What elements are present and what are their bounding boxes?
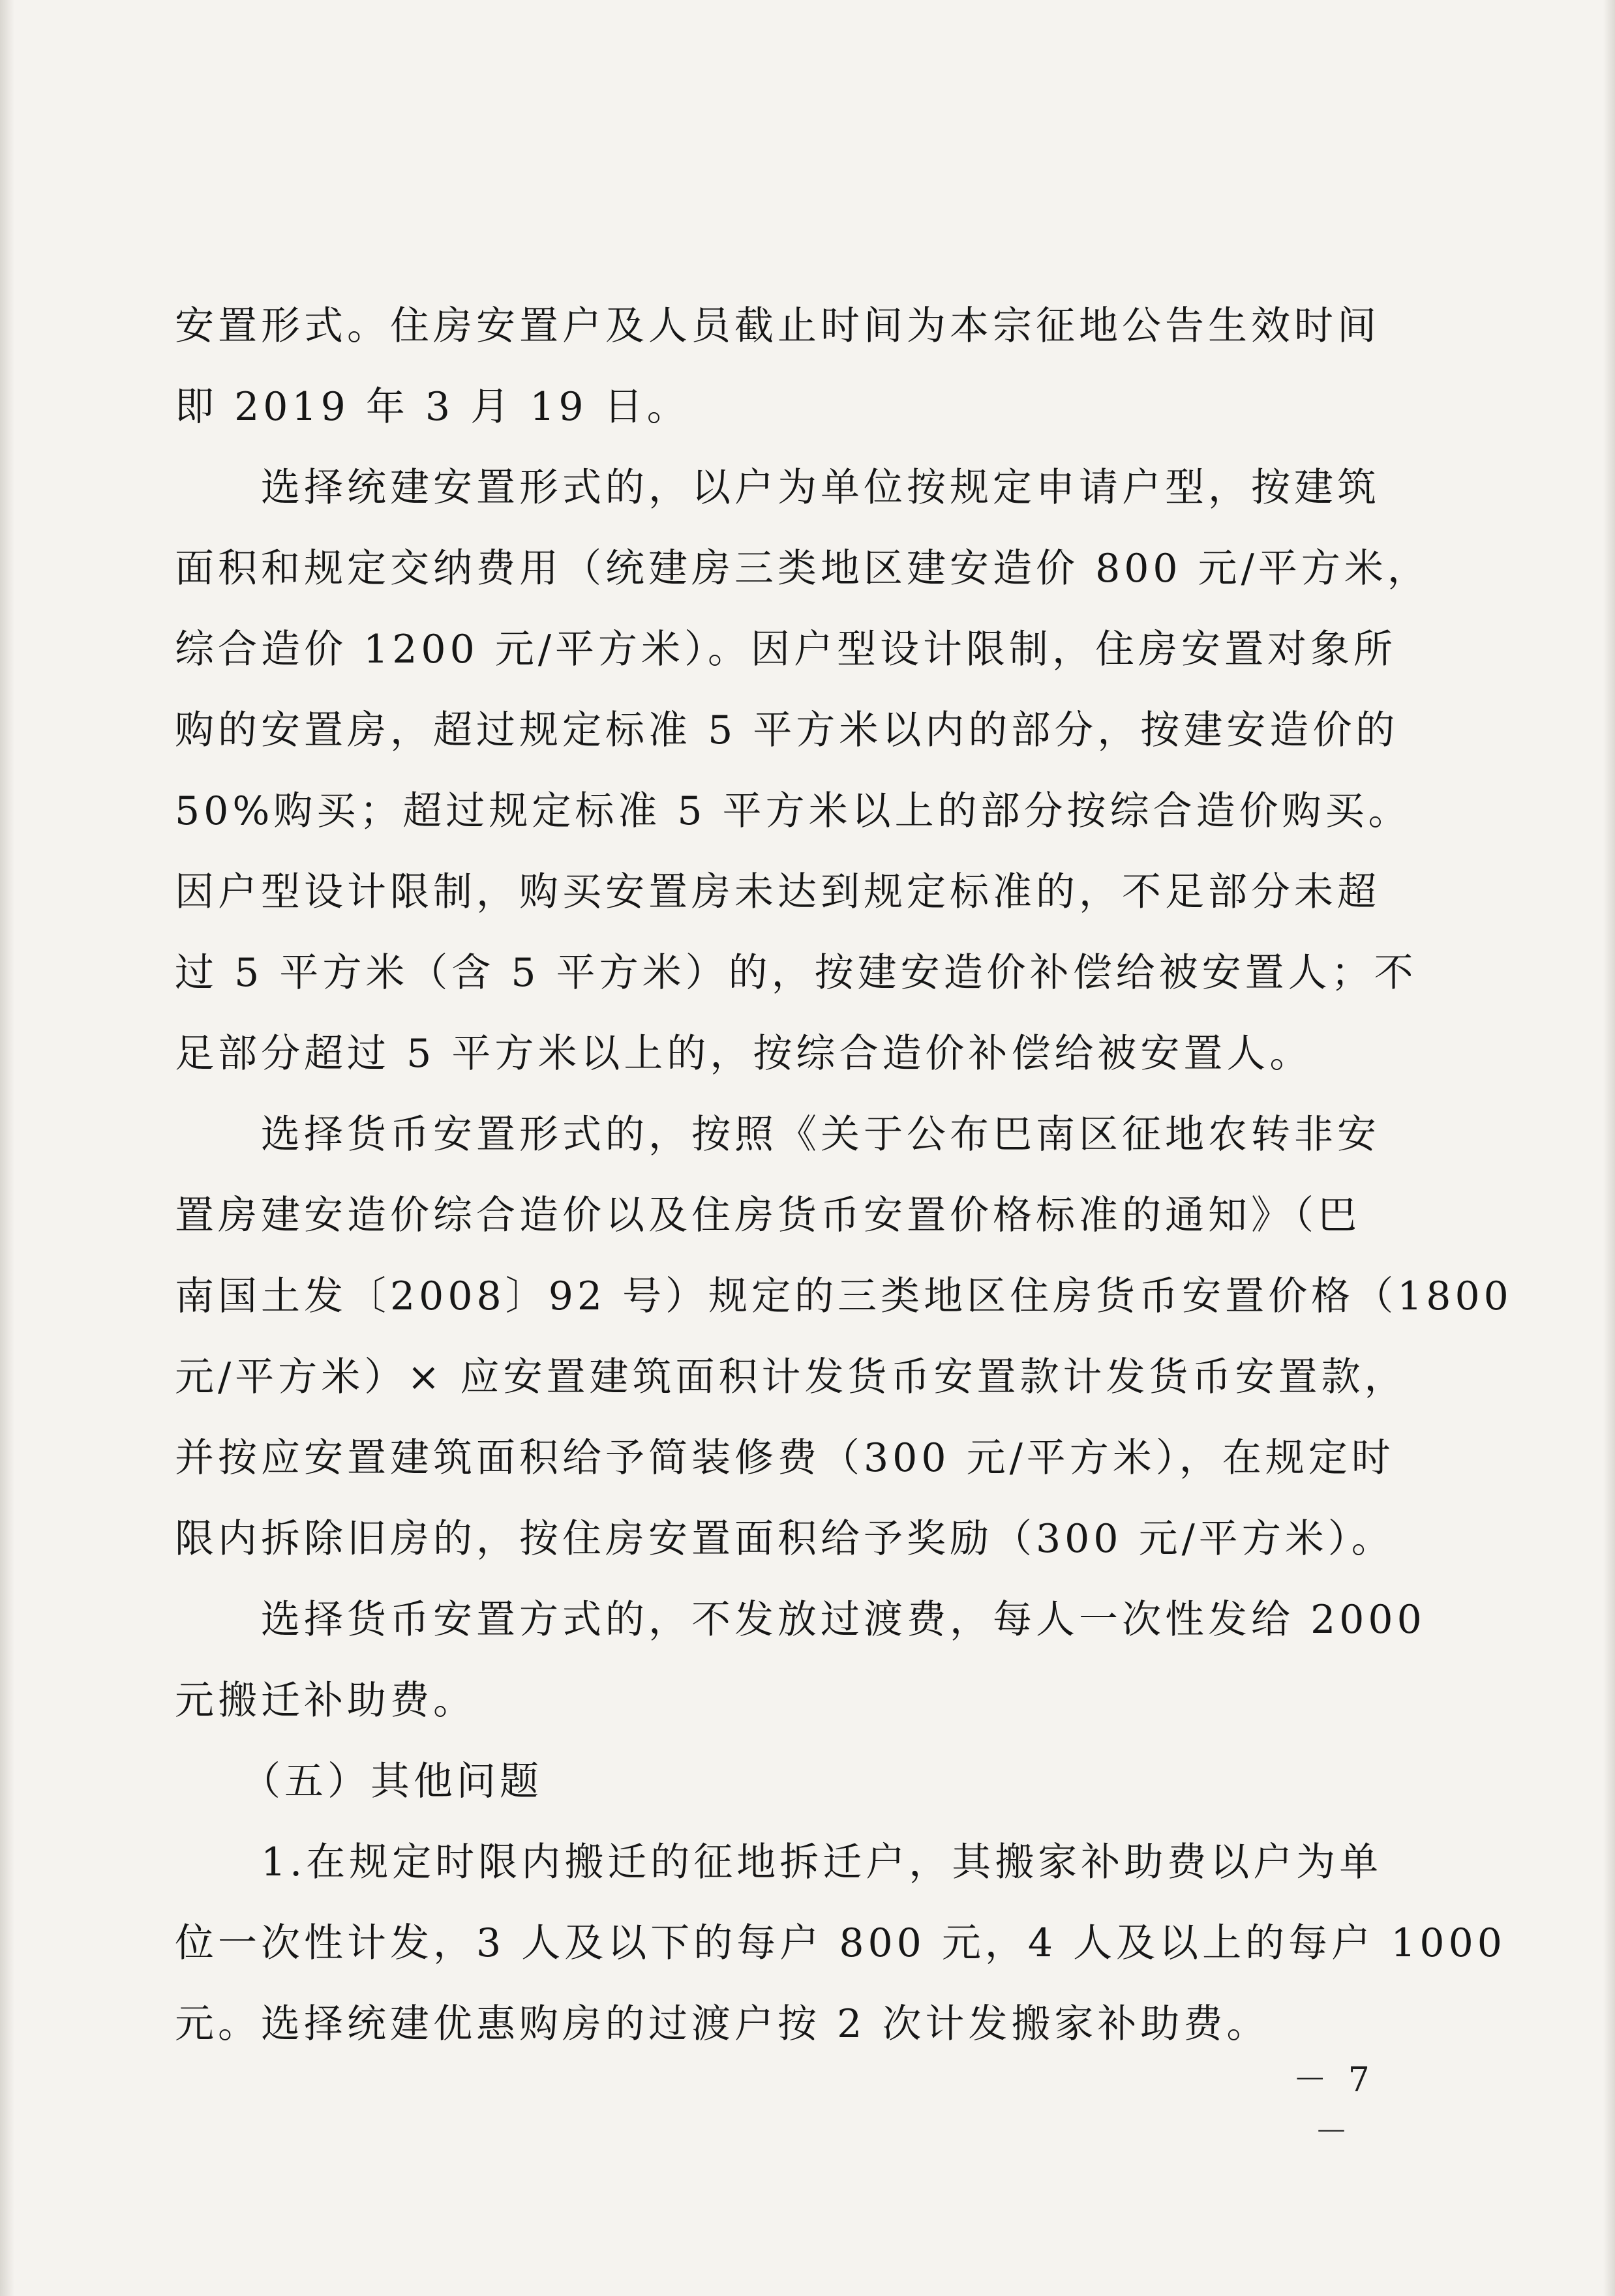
text-line: 面积和规定交纳费用（统建房三类地区建安造价 800 元/平方米， <box>175 546 1430 591</box>
text-line: 限内拆除旧房的，按住房安置面积给予奖励（300 元/平方米）。 <box>175 1516 1395 1562</box>
text-line: 置房建安造价综合造价以及住房货币安置价格标准的通知》（巴 <box>175 1193 1361 1238</box>
text-line: 位一次性计发，3 人及以下的每户 800 元，4 人及以上的每户 1000 <box>175 1920 1506 1966</box>
text-line: 综合造价 1200 元/平方米）。因户型设计限制，住房安置对象所 <box>175 627 1397 672</box>
text-line: 即 2019 年 3 月 19 日。 <box>175 384 690 430</box>
text-line: 元搬迁补助费。 <box>175 1678 476 1723</box>
scan-left-edge <box>0 0 14 2296</box>
text-line: 选择货币安置方式的，不发放过渡费，每人一次性发给 2000 <box>175 1597 1426 1643</box>
text-line: 选择货币安置形式的，按照《关于公布巴南区征地农转非安 <box>175 1112 1380 1157</box>
text-line: 购的安置房，超过规定标准 5 平方米以内的部分，按建安造价的 <box>175 708 1399 753</box>
scan-right-edge <box>1603 0 1615 2296</box>
text-line: 1.在规定时限内搬迁的征地拆迁户，其搬家补助费以户为单 <box>175 1840 1383 1885</box>
section-heading: （五）其他问题 <box>175 1759 543 1804</box>
text-line: 50%购买；超过规定标准 5 平方米以上的部分按综合造价购买。 <box>175 788 1411 834</box>
text-line: 选择统建安置形式的，以户为单位按规定申请户型，按建筑 <box>175 465 1380 511</box>
text-line: 安置形式。住房安置户及人员截止时间为本宗征地公告生效时间 <box>175 303 1380 349</box>
text-line: 元。选择统建优惠购房的过渡户按 2 次计发搬家补助费。 <box>175 2001 1270 2047</box>
text-line: 元/平方米）× 应安置建筑面积计发货币安置款计发货币安置款， <box>175 1354 1408 1400</box>
text-line: 因户型设计限制，购买安置房未达到规定标准的，不足部分未超 <box>175 869 1380 915</box>
page-number: － 7 － <box>1293 2061 1375 2152</box>
document-body <box>175 286 1513 2065</box>
text-line: 南国土发〔2008〕92 号）规定的三类地区住房货币安置价格（1800 <box>175 1274 1513 1319</box>
text-line: 足部分超过 5 平方米以上的，按综合造价补偿给被安置人。 <box>175 1031 1313 1077</box>
text-line: 并按应安置建筑面积给予简装修费（300 元/平方米），在规定时 <box>175 1435 1395 1481</box>
text-line: 过 5 平方米（含 5 平方米）的，按建安造价补偿给被安置人；不 <box>175 950 1417 996</box>
